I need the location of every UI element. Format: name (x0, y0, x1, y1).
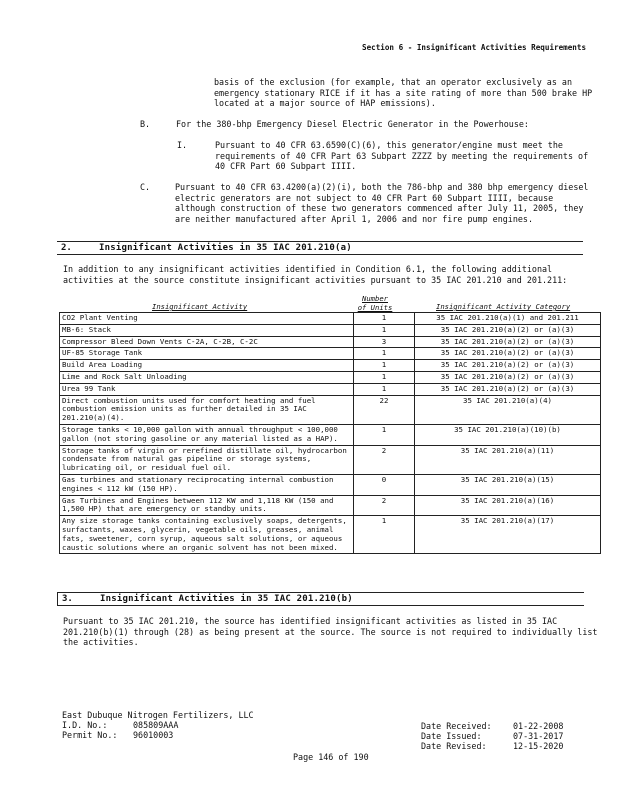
item-b-sub-text: Pursuant to 40 CFR 63.6590(C)(6), this generator/engine must meet the requirements of 40 CFR Part 63 Subpart ZZZZ by meeting the requirements of 40 CFR Part 60 Subpart IIII. (215, 140, 589, 172)
units-cell: 1 (354, 383, 415, 395)
footer-id-value: 085809AAA (133, 720, 179, 730)
units-cell: 1 (354, 348, 415, 360)
item-b-letter: B. (140, 119, 151, 129)
table-row (60, 424, 601, 445)
category-cell: 35 IAC 201.210(a)(2) or (a)(3) (415, 336, 601, 348)
table-row (60, 336, 601, 348)
category-cell: 35 IAC 201.210(a)(2) or (a)(3) (415, 324, 601, 336)
category-cell: 35 IAC 201.210(a)(10)(b) (415, 424, 601, 445)
column-header-category: Insignificant Activity Category (436, 302, 571, 311)
item-b-sub-numeral: I. (177, 140, 188, 150)
footer-revised-label: Date Revised: (421, 741, 487, 751)
activity-cell: Lime and Rock Salt Unloading (60, 371, 354, 383)
units-cell: 22 (354, 395, 415, 424)
units-cell: 1 (354, 324, 415, 336)
insignificant-activities-table (59, 312, 601, 554)
category-cell: 35 IAC 201.210(a)(16) (415, 495, 601, 516)
units-cell: 2 (354, 495, 415, 516)
category-cell: 35 IAC 201.210(a)(2) or (a)(3) (415, 360, 601, 372)
column-header-activity: Insignificant Activity (152, 302, 248, 311)
section-3-paragraph: Pursuant to 35 IAC 201.210, the source has identified insignificant activities as listed in 35 IAC 201.210(b)(1) through (28) as being present at the source. The source is not required to individually list the activities. (63, 616, 598, 648)
category-cell: 35 IAC 201.210(a)(1) and 201.211 (415, 313, 601, 325)
activity-cell: Gas turbines and stationary reciprocating internal combustion engines < 112 kW (150 HP). (60, 474, 354, 495)
category-cell: 35 IAC 201.210(a)(17) (415, 516, 601, 554)
section-3-heading (57, 592, 584, 606)
table-row (60, 474, 601, 495)
table-row (60, 348, 601, 360)
footer-revised-value: 12-15-2020 (513, 741, 564, 751)
activity-cell: Urea 99 Tank (60, 383, 354, 395)
units-cell: 1 (354, 516, 415, 554)
section-2-paragraph: In addition to any insignificant activities identified in Condition 6.1, the following additional activities at the source constitute insignificant activities pursuant to 35 IAC 201.210 and 201.211: (63, 264, 568, 285)
units-cell: 2 (354, 445, 415, 474)
activity-cell: Any size storage tanks containing exclusively soaps, detergents, surfactants, waxes, glycerin, vegetable oils, greases, animal fats, sweetener, corn syrup, aqueous salt solutions, or aqueous caustic solutions where an organic solvent has not been mixed. (60, 516, 354, 554)
section-2-title: Insignificant Activities in 35 IAC 201.210(a) (99, 243, 352, 253)
category-cell: 35 IAC 201.210(a)(2) or (a)(3) (415, 383, 601, 395)
continued-paragraph: basis of the exclusion (for example, that an operator exclusively as an emergency stationary RICE if it has a site rating of more than 500 brake HP located at a major source of HAP emissions). (214, 77, 593, 109)
table-row (60, 395, 601, 424)
activity-cell: Build Area Loading (60, 360, 354, 372)
footer-id-label: I.D. No.: (62, 720, 108, 730)
item-c-text: Pursuant to 40 CFR 63.4200(a)(2)(i), both the 786-bhp and 380 bhp emergency diesel electric generators are not subject to 40 CFR Part 60 Subpart IIII, because although construction of these two generators commenced after July 11, 2005, they are neither manufactured after April 1, 2006 and nor fire pump engines. (175, 182, 589, 224)
activity-cell: UF-85 Storage Tank (60, 348, 354, 360)
activity-cell: CO2 Plant Venting (60, 313, 354, 325)
units-cell: 0 (354, 474, 415, 495)
footer-issued-label: Date Issued: (421, 731, 482, 741)
table-row (60, 445, 601, 474)
activity-cell: Gas Turbines and Engines between 112 KW and 1,118 KW (150 and 1,500 HP) that are emergency or standby units. (60, 495, 354, 516)
category-cell: 35 IAC 201.210(a)(4) (415, 395, 601, 424)
activity-cell: MB-6: Stack (60, 324, 354, 336)
activity-cell: Storage tanks < 10,000 gallon with annual throughput < 100,000 gallon (not storing gasoline or any material listed as a HAP). (60, 424, 354, 445)
activity-cell: Storage tanks of virgin or rerefined distillate oil, hydrocarbon condensate from natural gas pipeline or storage systems, lubricating oil, or residual fuel oil. (60, 445, 354, 474)
units-cell: 1 (354, 424, 415, 445)
table-row (60, 360, 601, 372)
category-cell: 35 IAC 201.210(a)(11) (415, 445, 601, 474)
footer-company: East Dubuque Nitrogen Fertilizers, LLC (62, 710, 254, 720)
units-cell: 1 (354, 371, 415, 383)
item-b-text: For the 380-bhp Emergency Diesel Electric Generator in the Powerhouse: (176, 119, 529, 129)
column-header-units: Number of Units (357, 294, 393, 312)
footer-permit-label: Permit No.: (62, 730, 118, 740)
section-3-title: Insignificant Activities in 35 IAC 201.210(b) (100, 594, 353, 604)
table-row (60, 313, 601, 325)
category-cell: 35 IAC 201.210(a)(15) (415, 474, 601, 495)
units-cell: 1 (354, 360, 415, 372)
page-number: Page 146 of 190 (293, 752, 369, 762)
table-row (60, 383, 601, 395)
activity-cell: Direct combustion units used for comfort heating and fuel combustion emission units as further detailed in 35 IAC 201.210(a)(4). (60, 395, 354, 424)
units-cell: 1 (354, 313, 415, 325)
section-header: Section 6 - Insignificant Activities Requirements (362, 43, 587, 52)
table-row (60, 324, 601, 336)
table-row (60, 495, 601, 516)
footer-permit-value: 96010003 (133, 730, 174, 740)
section-2-heading (57, 241, 583, 255)
category-cell: 35 IAC 201.210(a)(2) or (a)(3) (415, 348, 601, 360)
units-cell: 3 (354, 336, 415, 348)
footer-received-value: 01-22-2008 (513, 721, 564, 731)
category-cell: 35 IAC 201.210(a)(2) or (a)(3) (415, 371, 601, 383)
table-row (60, 516, 601, 554)
footer-issued-value: 07-31-2017 (513, 731, 564, 741)
table-row (60, 371, 601, 383)
section-2-number: 2. (61, 243, 72, 253)
footer-received-label: Date Received: (421, 721, 492, 731)
section-3-number: 3. (62, 594, 73, 604)
activity-cell: Compressor Bleed Down Vents C-2A, C-2B, C-2C (60, 336, 354, 348)
item-c-letter: C. (140, 182, 151, 192)
